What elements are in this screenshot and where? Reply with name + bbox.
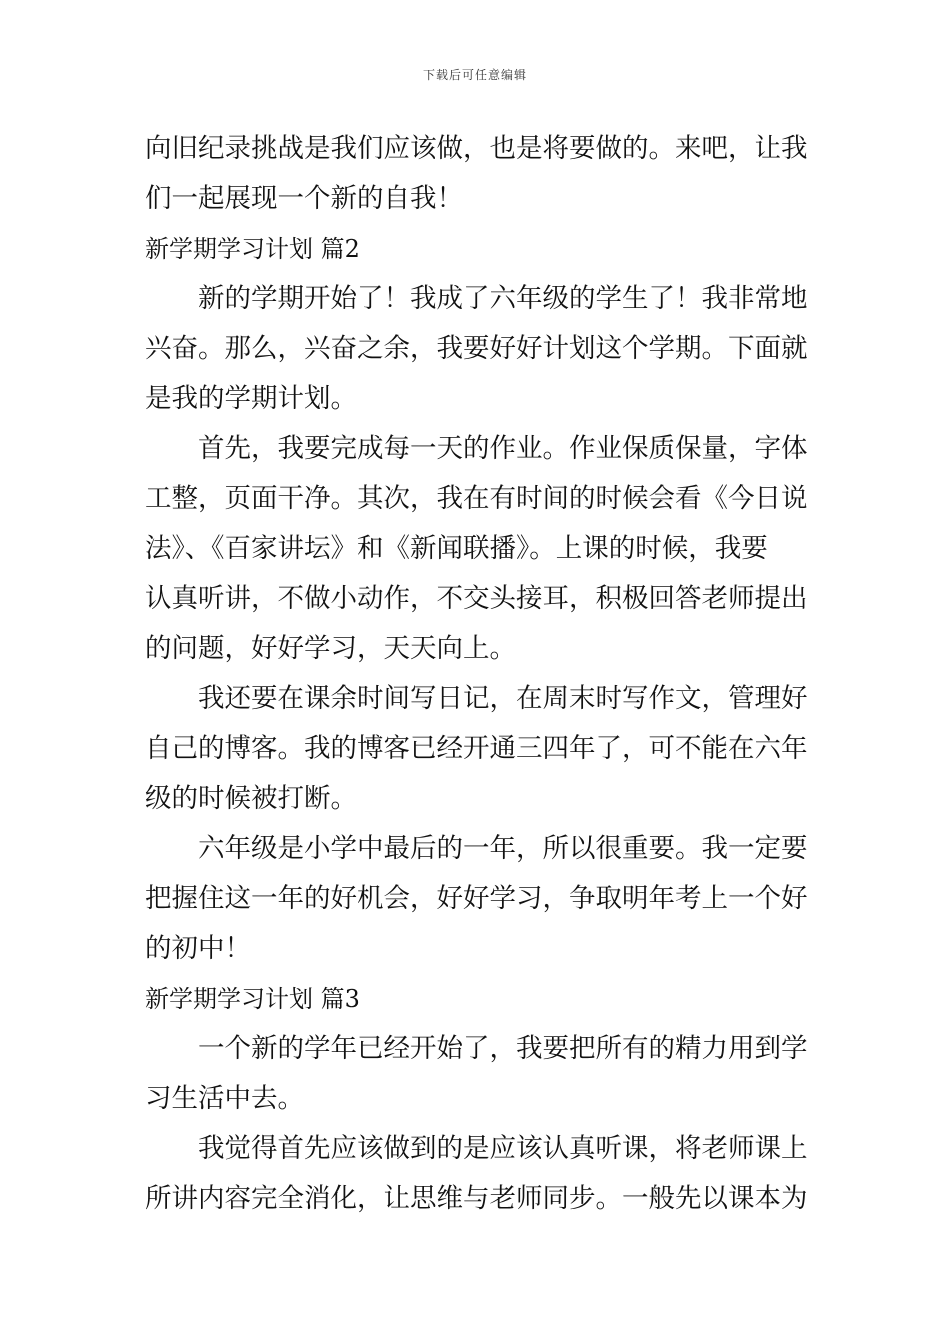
text-line: 向旧纪录挑战是我们应该做，也是将要做的。来吧，让我 [145, 133, 808, 164]
text-line: 是我的学期计划。 [145, 383, 357, 414]
section-heading: 新学期学习计划 篇3 [145, 985, 360, 1013]
text-line: 自己的博客。我的博客已经开通三四年了，可不能在六年 [145, 733, 808, 764]
paragraph-first-line: 我还要在课余时间写日记，在周末时写作文，管理好 [198, 683, 808, 714]
paragraph-first-line: 一个新的学年已经开始了，我要把所有的精力用到学 [198, 1033, 808, 1064]
text-line: 兴奋。那么，兴奋之余，我要好好计划这个学期。下面就 [145, 333, 808, 364]
header-note: 下载后可任意编辑 [422, 68, 527, 82]
section-heading: 新学期学习计划 篇2 [145, 235, 360, 263]
text-line: 习生活中去。 [145, 1083, 304, 1114]
text-line: 工整，页面干净。其次，我在有时间的时候会看《今日说 [145, 483, 808, 514]
text-line: 级的时候被打断。 [145, 783, 357, 814]
text-line: 把握住这一年的好机会，好好学习，争取明年考上一个好 [145, 883, 808, 914]
paragraph-first-line: 我觉得首先应该做到的是应该认真听课，将老师课上 [198, 1133, 808, 1164]
paragraph-first-line: 六年级是小学中最后的一年，所以很重要。我一定要 [198, 833, 808, 864]
text-line: 所讲内容完全消化，让思维与老师同步。一般先以课本为 [145, 1183, 808, 1214]
text-line: 的问题，好好学习，天天向上。 [145, 633, 516, 664]
text-line: 法》、《百家讲坛》和《新闻联播》。上课的时候，我要 [145, 533, 768, 564]
text-line: 认真听讲，不做小动作，不交头接耳，积极回答老师提出 [145, 583, 808, 614]
text-line: 的初中！ [145, 933, 251, 964]
text-line: 们一起展现一个新的自我！ [145, 183, 463, 214]
paragraph-first-line: 首先，我要完成每一天的作业。作业保质保量，字体 [198, 433, 808, 464]
paragraph-first-line: 新的学期开始了！我成了六年级的学生了！我非常地 [198, 283, 808, 314]
document-body [145, 124, 810, 1224]
